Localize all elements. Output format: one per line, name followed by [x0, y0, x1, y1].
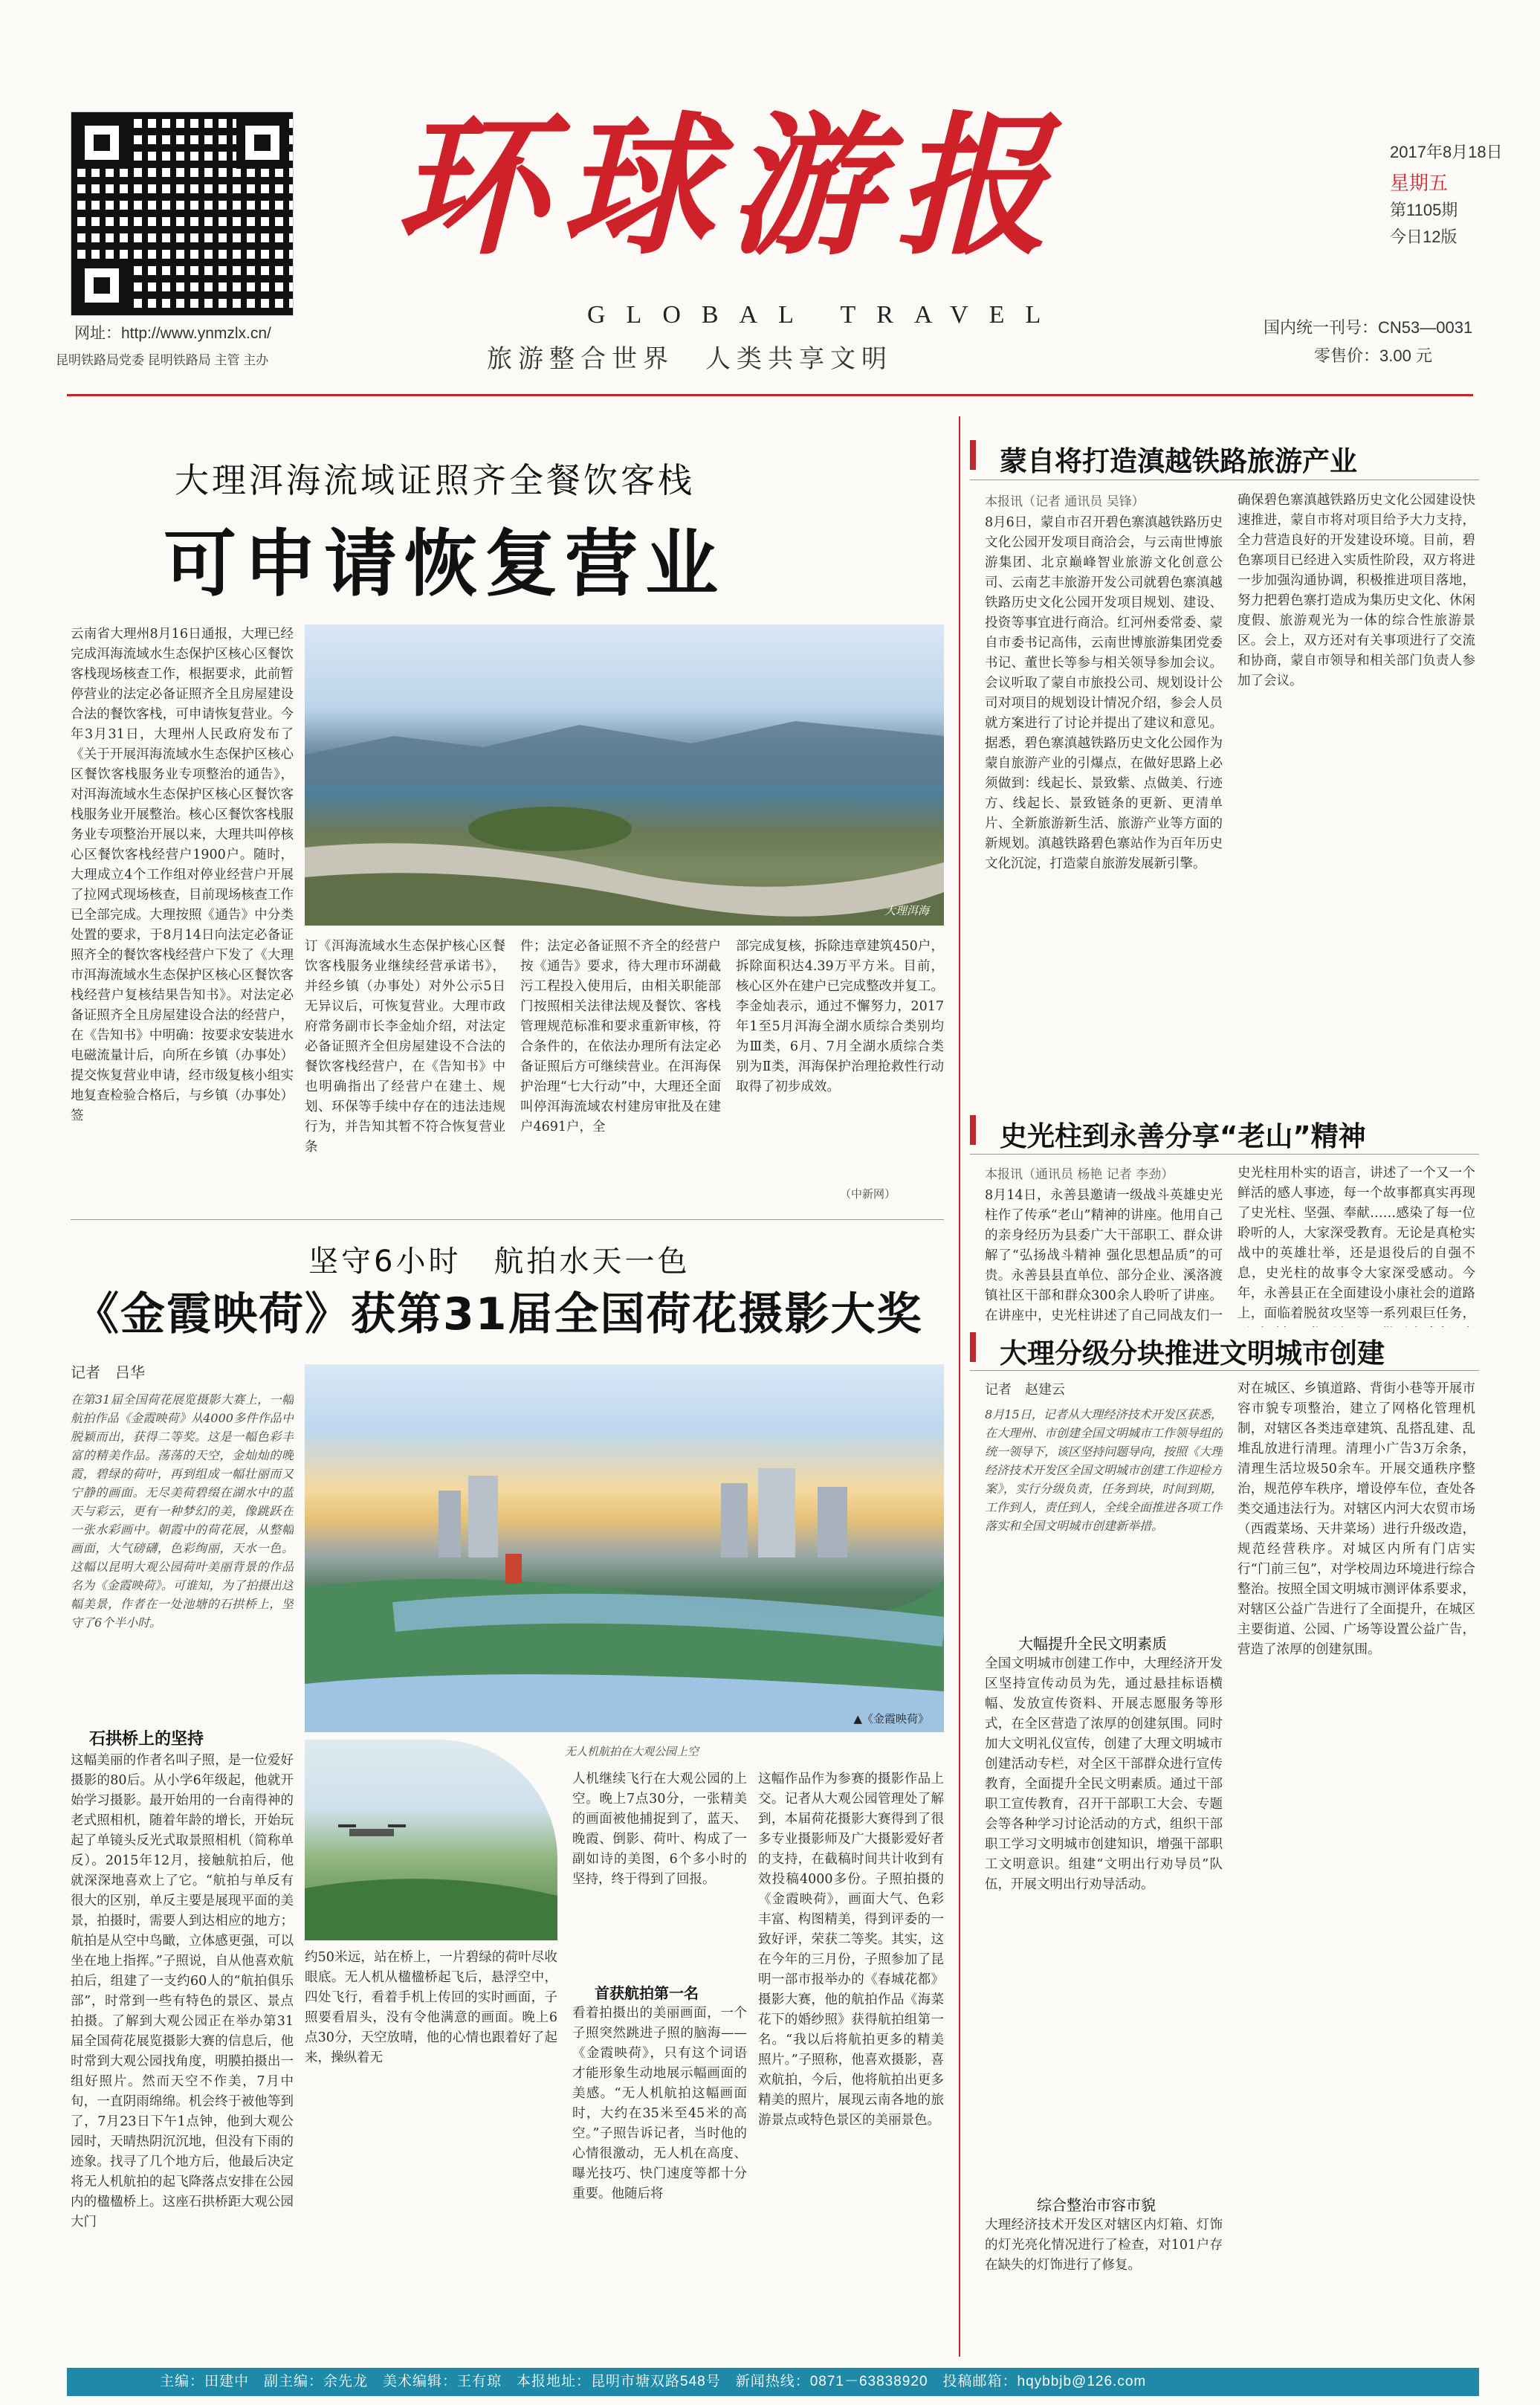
masthead-rule: [67, 394, 1473, 396]
article4-title: 史光柱到永善分享“老山”精神: [1000, 1114, 1366, 1154]
article2-byline: 记者 吕华: [71, 1363, 145, 1381]
issue-number: 第1105期: [1390, 201, 1458, 219]
article2-photo-lotus: [305, 1364, 944, 1732]
article1-title: 可申请恢复营业: [164, 522, 726, 607]
website-url: 网址：http://www.ynmzlx.cn/: [74, 325, 271, 342]
article2-photo-drone: [305, 1740, 557, 1940]
article2-subtitle: 坚守6小时 航拍水天一色: [308, 1245, 690, 1279]
article2-col1: 这幅美丽的作者名叫子照，是一位爱好摄影的80后。从小学6年级起，他就开始学习摄影。最开始用的一台南得神的老式照相机，随着年龄的增长，开始玩起了单镜头反光式取景照相机（简称单反）。2015年12月，接触航拍后，他就深深地喜欢上了它。“航拍与单反有很大的区别，单反主要是展现平面的美景，拍摄时，需要人到达相应的地方；航拍是从空中鸟瞰，立体感更强，可以坐在地上指挥。”子照说，自从他喜欢航拍后，组建了一支约60人的“航拍俱乐部”，时常到一些有特色的景区、景点拍摄。了解到大观公园正在举办第31届全国荷花展览摄影大赛的信息后，他时常到大观公园找角度，明膜拍摄出一组好照片。然而天空不作美，7月中旬，一直阴雨绵绵。机会终于被他等到了，7月23日下午1点钟，他到大观公园时，天晴热阴沉沉地，但没有下雨的迹象。找寻了几个地方后，他最后决定将无人机航拍的起飞降落点安排在公园内的楹楹桥上。这座石拱桥距大观公园大门: [71, 1753, 294, 2230]
article3-col2: 确保碧色寨滇越铁路历史文化公园建设快速推进，蒙自市将对项目给予大力支持，全力营造良好的开发建设环境。目前，碧色寨项目已经进入实质性阶段，双方将进一步加强沟通协调，积极推进项目落地，努力把碧色寨打造成为集历史文化、休闲度假、旅游观光为一体的综合性旅游景区。会上，双方还对有关事项进行了交流和协商，蒙自市领导和相关部门负责人参加了会议。: [1238, 493, 1475, 688]
article1-photo-caption: 大理洱海: [884, 904, 929, 917]
newspaper-logo: 环球游报: [394, 99, 1063, 276]
column-rule: [959, 416, 960, 2357]
article1-col4: 部完成复核，拆除违章建筑450户，拆除面积达4.39万平方米。目前，核心区外在建户已完成整改并复工。李金灿表示，通过不懈努力，2017年1至5月洱海全湖水质综合类别均为Ⅲ类，6月、7月全湖水质综合类别为Ⅱ类，洱海保护治理抢救性行动取得了初步成效。: [736, 939, 944, 1094]
article4-marker: [970, 1115, 976, 1145]
article5-lead: 8月15日，记者从大理经济技术开发区获悉，在大理州、市创建全国文明城市工作领导组的统一领导下，该区坚持问题导向，按照《大理经济技术开发区全国文明城市创建工作迎检方案》，实行分级负责，任务到块，时间到期，工作到人，责任到人，全线全面推进各项工作落实和全国文明城市创建新举措。: [985, 1407, 1223, 1533]
article4-col2: 史光柱用朴实的语言，讲述了一个又一个鲜活的感人事迹，每一个故事都真实再现了史光柱、坚强、奉献……感染了每一位聆听的人，大家深受教育。无论是真枪实战中的英雄壮举，还是退役后的自强不息，史光柱的故事令大家深受感动。今年，永善县正在全面建设小康社会的道路上，面临着脱贫攻坚等一系列艰巨任务，: [1238, 1166, 1475, 1321]
article1-subtitle: 大理洱海流域证照齐全餐饮客栈: [175, 460, 695, 500]
newspaper-logo-en: GLOBAL TRAVEL: [587, 301, 1062, 329]
article3-marker: [970, 440, 976, 470]
qr-code: [71, 112, 294, 316]
issue-weekday: 星期五: [1390, 172, 1449, 194]
article5-col1: 全国文明城市创建工作中，大理经济开发区坚持宣传动员为先，通过悬挂标语横幅、发放宣传资料、开展志愿服务等形式，在全区营造了浓厚的创建氛围。同时加大文明礼仪宣传，创建了大理文明城市创建活动专栏，对全区干部群众进行宣传教育，全面提升全民文明素质。通过干部职工宣传教育，召开干部职工大会、专题会等各种学习讨论活动的方式，组织干部职工学习文明城市创建知识，增强干部职工文明意识。组建“文明出行劝导员”队伍，开展文明出行劝导活动。: [985, 1656, 1223, 1892]
issue-date: 2017年8月18日: [1390, 143, 1503, 161]
article3-col1: 8月6日，蒙自市召开碧色寨滇越铁路历史文化公园开发项目商洽会，与云南世博旅游集团、北京巅峰智业旅游文化创意公司、云南艺丰旅游开发公司就碧色寨滇越铁路历史文化公园开发项目规划、建设、投资等事宜进行商洽。红河州委常委、蒙自市委书记高伟，云南世博旅游集团党委书记、董世长等参与相关领导参加会议。会议听取了蒙自市旅投公司、规划设计公司对项目的规划设计情况介绍，参会人员就方案进行了讨论并提出了建议和意见。据悉，碧色寨滇越铁路历史文化公园作为蒙自旅游产业的引爆点，在做好思路上必须做到：线起长、景致紫、点做美、行迹方、线起长、景致链条的更新、更清单片、全新旅游新生活、旅游产业等方面的新规划。滇越铁路碧色寨站作为百年历史文化沉淀，打造蒙自旅游发展新引擎。: [985, 515, 1223, 871]
article2-col3: 人机继续飞行在大观公园的上空。晚上7点30分，一张精美的画面被他捕捉到了，蓝天、晚霞、倒影、荷叶、构成了一副如诗的美图，6个多小时的坚持，终于得到了回报。: [572, 1772, 747, 1887]
article2-photo-caption: ▲《金霞映荷》: [853, 1712, 929, 1726]
article1-photo-erhai: [305, 624, 944, 926]
article3-title: 蒙自将打造滇越铁路旅游产业: [1000, 439, 1357, 479]
article1-col1: 云南省大理州8月16日通报，大理已经完成洱海流域水生态保护区核心区餐饮客栈现场核查工作，根据要求，此前暂停营业的法定必备证照齐全且房屋建设合法的餐饮客栈，可申请恢复营业。今年3月31日，大理州人民政府发布了《关于开展洱海流域水生态保护区核心区餐饮客栈服务业专项整治的通告》，对洱海流域水生态保护区核心区餐饮客栈服务业开展整治。核心区餐饮客栈服务业专项整治开展以来，大理共叫停核心区餐饮客栈经营户1900户。随时，大理成立4个工作组对停业经营户开展了拉网式现场核查，目前现场核查工作已全部完成。大理按照《通告》中分类处置的要求，于8月14日向法定必备证照齐全的餐饮客栈经营户下发了《大理市洱海流域水生态保护区核心区餐饮客栈经营户复核结果告知书》。对法定必备证照齐全且房屋建设合法的经营户，在《告知书》中明确：按要求安装进水电磁流量计后，向所在乡镇（办事处）提交恢复营业申请，经市级复核小组实地复查检验合格后，与乡镇（办事处）签: [71, 627, 294, 1123]
slogan: 旅游整合世界 人类共享文明: [487, 344, 893, 374]
retail-price: 零售价：3.00 元: [1314, 346, 1432, 365]
article5-subhead2: 综合整治市容市貌: [1037, 2196, 1156, 2214]
article2-col2: 约50米远，站在桥上，一片碧绿的荷叶尽收眼底。无人机从楹楹桥起飞后，悬浮空中，四处飞行，看着手机上传回的实时画面，子照要看眉头，没有令他满意的画面。晚上6点30分，天空放晴，他的心情也跟着好了起来，操纵着无: [305, 1950, 557, 2065]
article5-col2: 对在城区、乡镇道路、背街小巷等开展市容市貌专项整治，建立了网格化管理机制，对辖区各类违章建筑、乱搭乱建、乱堆乱放进行清理。清理小广告3万余条，清理生活垃圾50余车。开展交通秩序整治，规范停车秩序，增设停车位，查处各类交通违法行为。对辖区内河大农贸市场（西霞菜场、天井菜场）进行升级改造，规范经营秩序。对城区内所有门店实行“门前三包”，对学校周边环境进行综合整治。按照全国文明城市测评体系要求，对辖区公益广告进行了全面提升，在城区主要街道、公园、广场等设置公益广告，营造了浓厚的创建氛围。: [1238, 1381, 1475, 1657]
article5-title: 大理分级分块推进文明城市创建: [1000, 1331, 1385, 1371]
article2-photo2-caption: 无人机航拍在大观公园上空: [565, 1745, 699, 1758]
article1-col3: 件；法定必备证照不齐全的经营户按《通告》要求，待大理市环湖截污工程投入使用后，由相关职能部门按照相关法律法规及餐饮、客栈管理规范标准和要求重新审核，符合条件的，在依法办理所有法定必备证照后方可继续营业。在洱海保护治理“七大行动”中，大理还全面叫停洱海流域农村建房审批及在建户4691户，全: [520, 939, 721, 1134]
article1-col2: 订《洱海流域水生态保护核心区餐饮客栈服务业继续经营承诺书》，并经乡镇（办事处）对外公示5日无异议后，可恢复营业。大理市政府常务副市长李金灿介绍，对法定必备证照齐全但房屋建设不合法的餐饮客栈经营户，在《告知书》中也明确指出了经营户在建土、规划、环保等手续中存在的违法违规行为，并告知其暂不符合恢复营业条: [305, 939, 505, 1155]
article4-col1: 8月14日，永善县邀请一级战斗英雄史光柱作了传承“老山”精神的讲座。他用自己的亲身经历为县委广大干部职工、群众讲解了“弘扬战斗精神 强化思想品质”的可贵。永善县县直单位、部分企业、溪洛渡镇社区干部和群众300余人聆听了讲座。在讲座中，史光柱讲述了自己同战友们一: [985, 1188, 1223, 1323]
sponsor-line: 昆明铁路局党委 昆明铁路局 主管 主办: [56, 353, 269, 367]
article3-byline: 本报讯（记者 通讯员 吴锋）: [985, 494, 1145, 509]
article5-byline: 记者 赵建云: [985, 1382, 1065, 1398]
article4-byline: 本报讯（通讯员 杨艳 记者 李劲）: [985, 1167, 1174, 1182]
article5-subhead1: 大幅提升全民文明素质: [1018, 1635, 1167, 1653]
article2-col4: 这幅作品作为参赛的摄影作品上交。记者从大观公园管理处了解到，本届荷花摄影大赛得到了很多专业摄影师及广大摄影爱好者的支持，在截稿时间共计收到有效投稿4000多份。子照拍摄的《金霞映荷》，画面大气、色彩丰富、构图精美，得到评委的一致好评，荣获二等奖。其实，这在今年的三月份，子照参加了昆明一部市报举办的《春城花都》摄影大赛，他的航拍作品《海菜花下的婚纱照》获得航拍组第一名。“我以后将航拍更多的精美照片。”子照称，他喜欢摄影，喜欢航拍，今后，他将航拍出更多精美的照片，展现云南各地的旅游景点或特色景区的美丽景色。: [758, 1772, 944, 2128]
article5-col1b: 大理经济技术开发区对辖区内灯箱、灯饰的灯光亮化情况进行了检查，对101户存在缺失的灯饰进行了修复。: [985, 2218, 1223, 2273]
article5-marker: [970, 1332, 976, 1362]
article2-lead: 在第31届全国荷花展览摄影大赛上，一幅航拍作品《金霞映荷》从4000多件作品中脱颖而出，获得二等奖。这是一幅色彩丰富的精美作品。荡荡的天空，金灿灿的晚霞，碧绿的荷叶，再到组成一幅壮丽而又宁静的画面。无尽美荷碧缀在湖水中的蓝天与彩云，更有一种梦幻的美，像跳跃在一张水彩画中。朝霞中的荷花展，从整幅画面，大气磅礴，色彩绚丽，天水一色。这幅以昆明大观公园荷叶美丽背景的作品名为《金霞映荷》。可谁知，为了拍摄出这幅美景，作者在一处池塘的石拱桥上，坚守了6个半小时。: [71, 1392, 294, 1630]
page-count: 今日12版: [1390, 227, 1458, 246]
article2-title: 《金霞映荷》获第31届全国荷花摄影大奖: [74, 1288, 923, 1340]
section-divider: [71, 1219, 944, 1220]
article2-subhead2: 首获航拍第一名: [595, 1984, 699, 2002]
cn-number: 国内统一刊号：CN53—0031: [1264, 318, 1473, 337]
article2-subhead1: 石拱桥上的坚持: [89, 1730, 204, 1749]
article2-col3b: 看着拍摄出的美丽画面，一个子照突然跳进子照的脑海——《金霞映荷》，只有这个词语才能形象生动地展示幅画面的美感。“无人机航拍这幅画面时，大约在35米至45米的高空。”子照告诉记者，当时他的心情很激动，无人机在高度、曝光技巧、快门速度等都十分重要。他随后将: [572, 2006, 747, 2201]
footer-bar: 主编：田建中 副主编：余先龙 美术编辑：王有琼 本报地址：昆明市塘双路548号 新闻热线：0871－63838920 投稿邮箱：hqybbjb@126.com: [67, 2368, 1479, 2396]
article1-source: （中新网）: [840, 1187, 896, 1201]
